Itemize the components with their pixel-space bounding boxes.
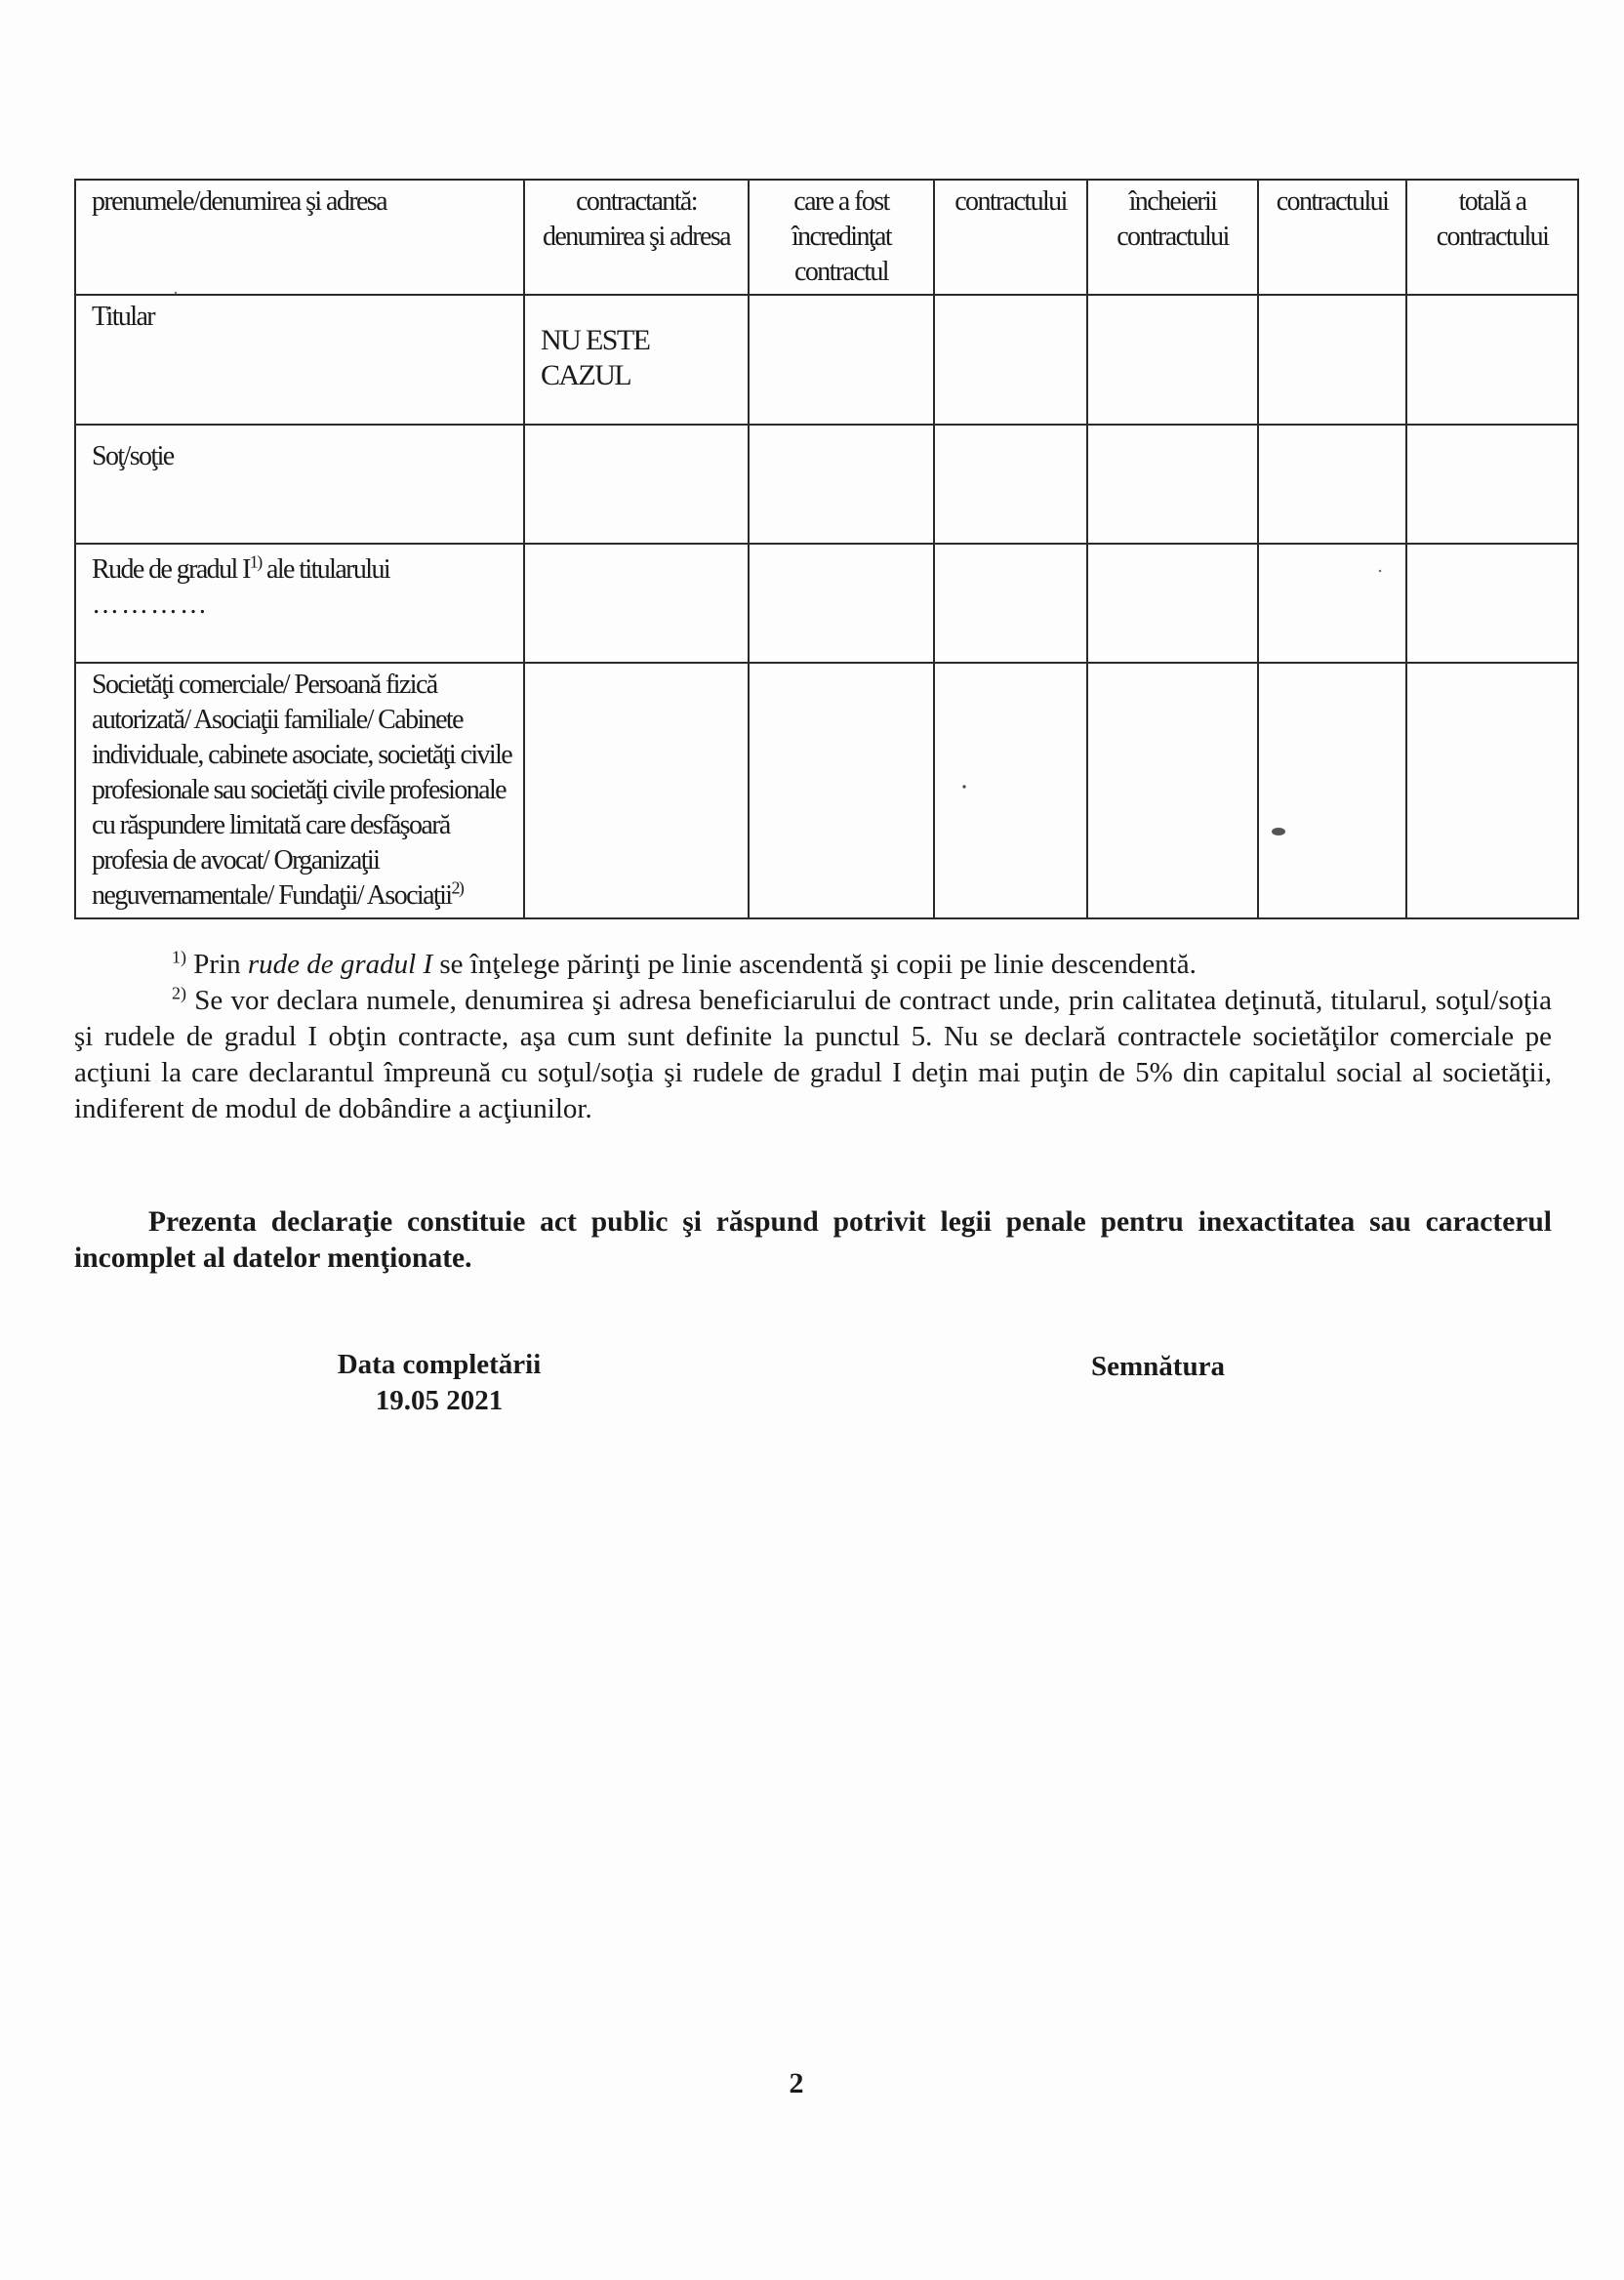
date-label: Data completării (337, 1349, 542, 1380)
footnote-ref: 1) (249, 551, 262, 572)
ink-speck (1272, 828, 1285, 835)
header-cell-contracting-party: contractantă: denumirea şi adresa (524, 180, 749, 295)
row-label-suffix: ale titularului (261, 554, 390, 585)
row-label: Societăţi comerciale/ Persoană fizică autorizată/ Asociaţii familiale/ Cabinete individuale, cabinete asociate, societăţi civile profesionale sau societăţi civile profesionale cu răspundere limitată care desfăşoară profesia de avocat/ Organizaţii neguvernamentale/ Fundaţii/ Asociaţii (92, 670, 512, 911)
signature-label: Semnătura (1091, 1351, 1225, 1382)
ink-speck (175, 292, 177, 294)
footnote-text: se înţelege părinţi pe linie ascendentă şi copii pe linie descendentă. (432, 949, 1197, 980)
date-value: 19.05 2021 (375, 1385, 504, 1416)
row-label: Titular (92, 302, 155, 332)
header-cell-beneficiary: prenumele/denumirea şi adresa (75, 180, 524, 295)
page-number: 2 (789, 2067, 804, 2099)
header-cell-contract-type: contractului (934, 180, 1087, 295)
not-applicable-text: NU ESTE CAZUL (541, 324, 650, 391)
legal-statement: Prezenta declaraţie constituie act public şi răspund potrivit legii penale pentru inexactitatea sau caracterul incomplet al datelor menţionate. (74, 1206, 1552, 1274)
footnote-mark: 2) (172, 983, 186, 1003)
header-cell-duration: contractului (1258, 180, 1406, 295)
footnote-mark: 1) (172, 947, 186, 967)
footnote-ref: 2) (451, 877, 464, 898)
header-cell-total-value: totală a contractului (1406, 180, 1578, 295)
header-cell-conclusion-date: încheierii contractului (1087, 180, 1258, 295)
row-label: Rude de gradul I (92, 554, 250, 585)
header-cell-procedure: care a fost încredinţat contractul (749, 180, 934, 295)
row-label: Soţ/soţie (92, 441, 174, 471)
footnote-text: Se vor declara numele, denumirea şi adresa beneficiarului de contract unde, prin calitatea deţinută, titularul, soţul/soţia şi rudele de gradul I obţin contracte, aşa cum sunt definite la punctul 5. Nu se declară contractele societăţilor comerciale pe acţiuni la care declarantul împreună cu soţul/soţia şi rudele de gradul I deţin mai puţin de 5% din capitalul social al societăţii, indiferent de modul de dobândire a acţiunilor. (74, 985, 1553, 1124)
footnote-text: Prin (193, 949, 248, 980)
placeholder-dots: ………… (92, 590, 209, 620)
ink-speck (1379, 570, 1381, 572)
footnote-italic: rude de gradul I (247, 949, 433, 980)
ink-speck (962, 785, 965, 788)
